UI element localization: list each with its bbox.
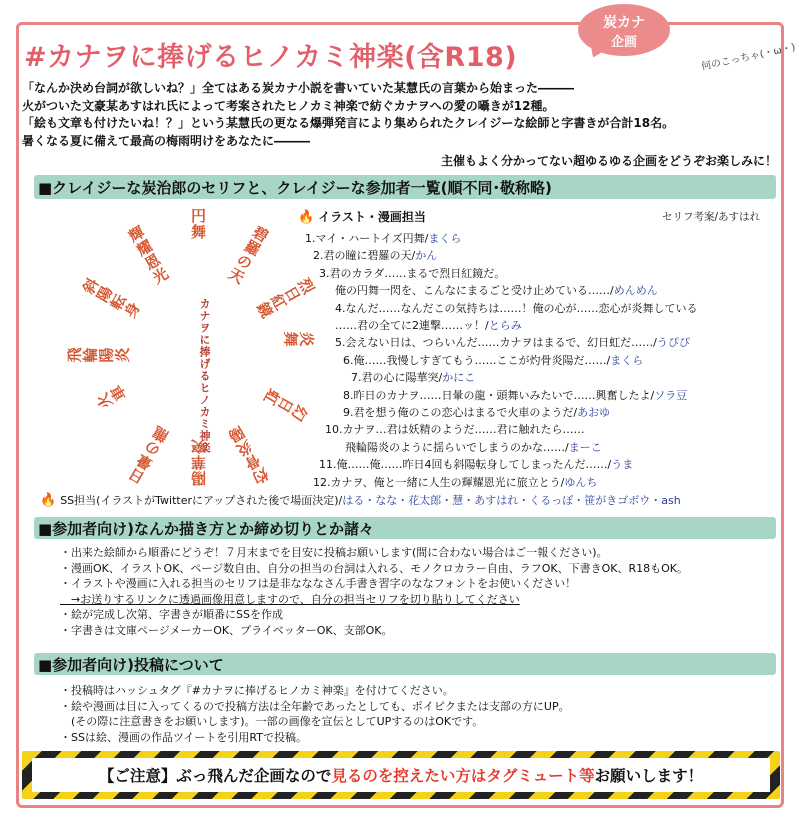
sunburst-ray-text: 炎舞 (282, 329, 315, 348)
artist-credit: ソラ豆 (654, 388, 688, 402)
serif-text: 8.昨日のカナヲ……日暈の龍・頭舞いみたいで……興奮したよ/ (343, 388, 655, 402)
rule-line: ・絵が完成し次第、字書きが順番にSSを作成 (60, 608, 283, 622)
section-header-posting (34, 653, 776, 675)
artist-credit: ゆんち (564, 475, 598, 489)
sunburst-center-text: カナヲに捧げるヒノカミ神楽 (198, 298, 211, 454)
section-label: ■参加者向け)投稿について (38, 655, 224, 674)
sunburst-ray-text: 烈日紅鏡 (252, 273, 318, 321)
caution-banner (22, 751, 780, 799)
rule-line: ・字書きは文庫ページメーカーOK、プライベッターOK、支部OK。 (60, 623, 393, 637)
sunburst-ray-text: 灼骨炎陽 (225, 422, 273, 487)
list-item (305, 334, 698, 351)
intro-line: 火がついた文豪某あすはれ氏によって考案されたヒノカミ神楽で紡ぐカナヲへの愛の囁きが12種。 (22, 98, 555, 113)
artist-credit: うぴぴ (656, 336, 690, 350)
ss-writers-line (40, 492, 681, 508)
list-item (305, 404, 698, 421)
sunburst-ray-text: 飛輪陽炎 (66, 346, 131, 365)
rule-line: ・イラストや漫画に入れる担当のセリフは是非なななさん手書き習字のななフォントをお使いください！ (60, 577, 577, 591)
list-item (305, 352, 698, 369)
posting-notes (60, 683, 570, 745)
artist-credit: かん (415, 249, 438, 263)
list-item (305, 317, 698, 334)
plan-badge (578, 4, 670, 60)
intro-line: 「絵も文章も付けたいね！？」という某慧氏の更なる爆弾発言により集められたクレイジーな絵師と字書きが合計18名。 (22, 116, 675, 130)
fire-icon: 🔥 (40, 493, 57, 508)
badge-line-1: 炭カナ (603, 15, 645, 31)
list-item (305, 282, 698, 299)
caution-part-2: 見るのを控えたい方はタグミュート等 (331, 767, 595, 785)
list-item (305, 369, 698, 386)
serif-text: 5.会えない日は、つらいんだ……カナヲはまるで、幻日虹だ……/ (335, 336, 657, 350)
intro-line: 「なんか決め台詞が欲しいね？」全てはある炭カナ小説を書いていた某慧氏の言葉から始まった――― (22, 81, 575, 95)
intro-line: 暑くなる夏に備えて最高の梅雨明けをあなたに――― (22, 133, 311, 148)
caution-part-3: お願いします！ (594, 767, 704, 785)
artist-credit: かにこ (442, 371, 476, 385)
illustration-heading-label: イラスト・漫画担当 (318, 210, 426, 224)
list-item (305, 230, 698, 247)
list-item (305, 439, 698, 456)
list-item (305, 265, 698, 282)
serif-text: 11.俺……俺……昨日4回も斜陽転身してしまったんだ……/ (319, 458, 612, 472)
fire-icon: 🔥 (298, 210, 315, 225)
ss-label: SS担当(イラストがTwitterにアップされた後で場面決定)/ (60, 494, 343, 507)
posting-line: ・SSは絵、漫画の作品ツイートを引用RTで投稿。 (60, 730, 307, 744)
serif-text: 4.なんだ……なんだこの気持ちは……！俺の心が……恋心が炎舞している (335, 301, 698, 315)
serif-text: 7.君の心に陽華突/ (351, 371, 443, 385)
sunburst-ray-text: 幻日虹 (260, 384, 311, 424)
sunburst-ray-text: 日暈の龍 (125, 422, 173, 488)
illustration-list (305, 230, 698, 491)
sunburst-ray-text: 火車 (93, 381, 131, 413)
intro-text (22, 80, 674, 150)
sunburst-ray-text: 輝耀恩光 (124, 223, 172, 288)
sunburst-ray-text: 陽華突 (190, 438, 208, 486)
sunburst-ray-text: 斜陽転身 (79, 274, 144, 322)
serif-text: 俺の円舞一閃を、こんなにまるごと受け止めている……/ (335, 284, 614, 298)
list-item (305, 421, 698, 438)
artist-credit: まーこ (568, 440, 602, 454)
badge-line-2: 企画 (610, 35, 637, 50)
serif-text: 12.カナヲ、俺と一緒に人生の輝耀恩光に旅立とう/ (313, 475, 565, 489)
sunburst-calligraphy (66, 208, 318, 498)
handwritten-scribble: 何のこっちゃ(・ω・) (700, 42, 797, 73)
rule-line: ・出来た絵師から順番にどうぞ！７月末までを目安に投稿お願いします(間に合わない場合はご一報ください)。 (60, 546, 608, 559)
artist-credit: まくら (428, 232, 462, 245)
serif-text: 6.俺……我慢しすぎてもう……ここが灼骨炎陽だ……/ (343, 353, 611, 367)
serif-text: 飛輪陽炎のように揺らいでしまうのかな……/ (345, 440, 569, 454)
caution-text (32, 758, 770, 792)
list-item (305, 247, 698, 264)
list-item (305, 387, 698, 404)
organizer-message: 主催もよく分かってない超ゆるゆる企画をどうぞお楽しみに！ (440, 154, 777, 168)
artist-credit: まくら (610, 353, 644, 367)
poster-title: #カナヲに捧げるヒノカミ神楽(含R18) (24, 42, 518, 73)
serif-credit: セリフ考案/あすはれ (662, 211, 761, 223)
section-header-rules (34, 517, 776, 539)
serif-text: 3.君のカラダ……まるで烈日紅鏡だ。 (319, 266, 506, 280)
rule-line: →お送りするリンクに透過画像用意しますので、自分の担当セリフを切り貼りしてください (60, 592, 520, 606)
section-label: ■参加者向け)なんか描き方とか締め切りとか諸々 (38, 519, 375, 538)
section-label: ■クレイジーな炭治郎のセリフと、クレイジーな参加者一覧(順不同･敬称略) (38, 178, 552, 197)
list-item (305, 456, 698, 473)
artist-credit: あおゆ (577, 406, 611, 420)
section-header-participants (34, 175, 776, 199)
ss-credits: はる・なな・花太郎・慧・あすはれ・くるっぽ・笹がきゴボウ・ash (342, 494, 681, 507)
serif-text: 1.マイ・ハートイズ円舞/ (305, 232, 429, 245)
rules-notes (60, 545, 688, 639)
artist-credit: うま (611, 458, 634, 472)
list-item (305, 474, 698, 491)
sunburst-ray-text: 碧羅の天 (224, 222, 272, 288)
posting-line: (その際に注意書きをお願いします)。一部の画像を宣伝としてUPするのはOKです。 (60, 715, 484, 729)
serif-text: 2.君の瞳に碧羅の天/ (313, 249, 416, 263)
rule-line: ・漫画OK、イラストOK、ページ数自由、自分の担当の台詞は入れる、モノクロカラー自由、ラフOK、下書きOK、R18もOK。 (60, 561, 689, 575)
posting-line: ・絵や漫画は目に入ってくるので投稿方法は全年齢であったとしても、ポイピクまたは支部の方にUP。 (60, 699, 570, 713)
posting-line: ・投稿時はハッシュタグ『#カナヲに捧げるヒノカミ神楽』を付けてください。 (60, 684, 454, 697)
serif-text: 10.カナヲ…君は妖精のようだ……君に触れたら…… (325, 423, 585, 437)
serif-text: 9.君を想う俺のこの恋心はまるで火車のようだ/ (343, 406, 578, 420)
list-item (305, 300, 698, 317)
artist-credit: とらみ (488, 319, 522, 333)
artist-credit: めんめん (613, 284, 658, 298)
illustration-heading (298, 208, 426, 225)
sunburst-ray-text: 円舞 (189, 208, 207, 240)
serif-text: ……君の全てに2連撃……ッ！/ (335, 319, 489, 333)
caution-part-1: 【ご注意】ぶっ飛んだ企画なので (98, 767, 332, 785)
